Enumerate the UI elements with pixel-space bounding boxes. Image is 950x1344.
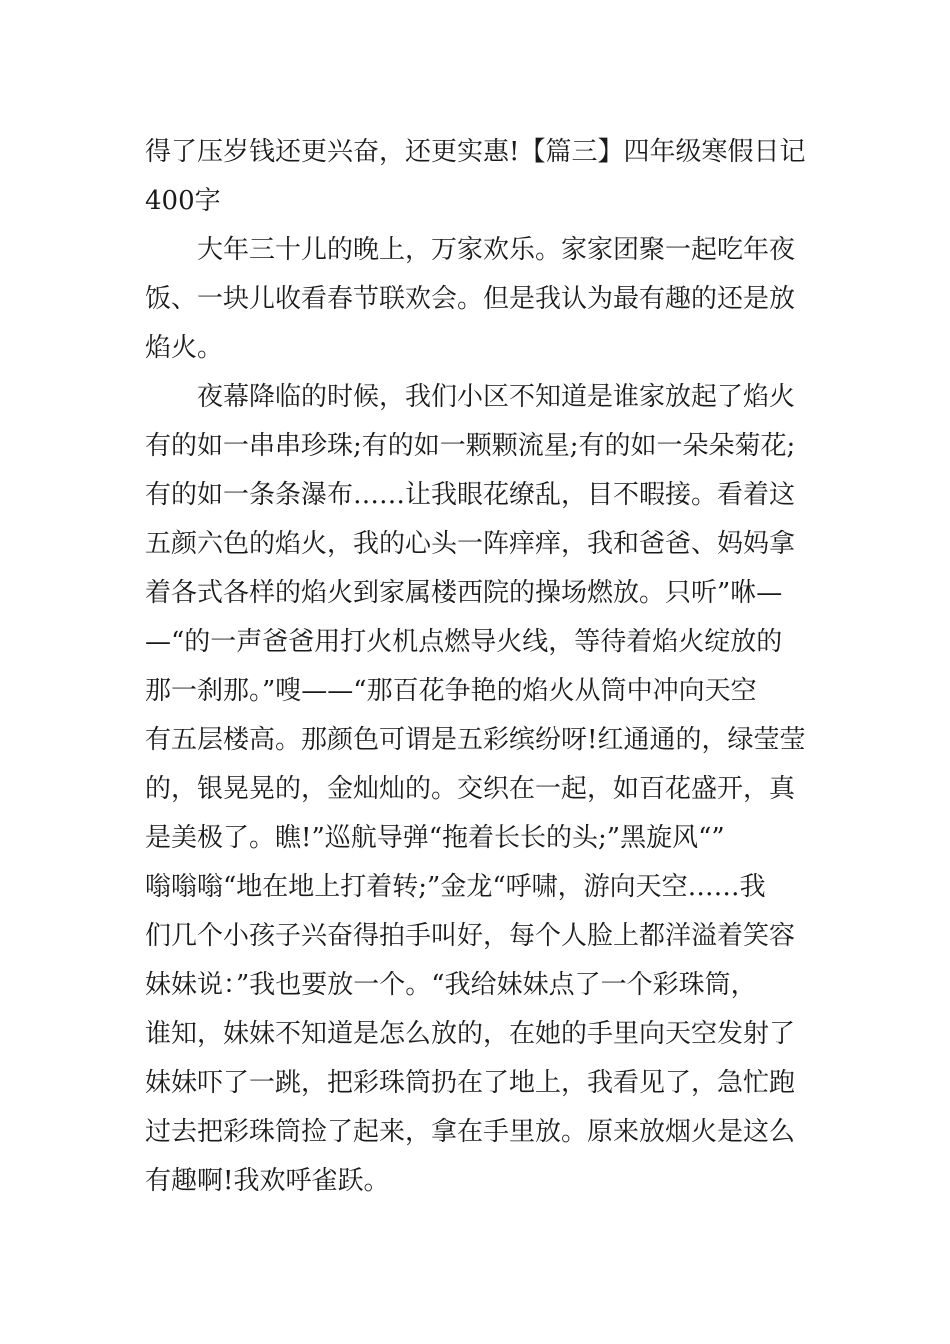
text-line: 得了压岁钱还更兴奋，还更实惠!【篇三】四年级寒假日记 bbox=[145, 137, 806, 167]
text-line: 谁知，妹妹不知道是怎么放的，在她的手里向天空发射了 bbox=[145, 1019, 796, 1049]
text-line: 嗡嗡嗡“地在地上打着转;”金龙“呼啸，游向天空……我 bbox=[145, 872, 766, 902]
text-line: 是美极了。瞧!”巡航导弹“拖着长长的头;”黑旋风“” bbox=[145, 823, 725, 853]
text-line: 们几个小孩子兴奋得拍手叫好，每个人脸上都洋溢着笑容 bbox=[145, 921, 796, 951]
text-line: 有趣啊!我欢呼雀跃。 bbox=[145, 1166, 390, 1196]
text-line: 有五层楼高。那颜色可谓是五彩缤纷呀!红通通的，绿莹莹 bbox=[145, 725, 806, 755]
text-line: 饭、一块儿收看春节联欢会。但是我认为最有趣的还是放 bbox=[145, 284, 796, 314]
text-line: 焰火。 bbox=[145, 333, 224, 363]
text-line: 400字 bbox=[145, 186, 221, 216]
text-line: 的，银晃晃的，金灿灿的。交织在一起，如百花盛开，真 bbox=[145, 774, 796, 804]
text-line: 过去把彩珠筒捡了起来，拿在手里放。原来放烟火是这么 bbox=[145, 1117, 796, 1147]
text-line: 着各式各样的焰火到家属楼西院的操场燃放。只听”咻— bbox=[145, 578, 783, 608]
text-line: 妹妹说：”我也要放一个。“我给妹妹点了一个彩珠筒， bbox=[145, 970, 757, 1000]
text-line: 那一刹那。”嗖——“那百花争艳的焰火从筒中冲向天空 bbox=[145, 676, 757, 706]
article-body bbox=[145, 128, 810, 1206]
text-line: 有的如一串串珍珠;有的如一颗颗流星;有的如一朵朵菊花; bbox=[145, 431, 796, 461]
text-line: 五颜六色的焰火，我的心头一阵痒痒，我和爸爸、妈妈拿 bbox=[145, 529, 796, 559]
paragraph-start-line: 大年三十儿的晚上，万家欢乐。家家团聚一起吃年夜 bbox=[197, 235, 796, 265]
text-line: —“的一声爸爸用打火机点燃导火线，等待着焰火绽放的 bbox=[145, 627, 783, 657]
paragraph-start-line: 夜幕降临的时候，我们小区不知道是谁家放起了焰火 bbox=[197, 382, 796, 412]
text-line: 妹妹吓了一跳，把彩珠筒扔在了地上，我看见了，急忙跑 bbox=[145, 1068, 796, 1098]
text-line: 有的如一条条瀑布……让我眼花缭乱，目不暇接。看着这 bbox=[145, 480, 796, 510]
